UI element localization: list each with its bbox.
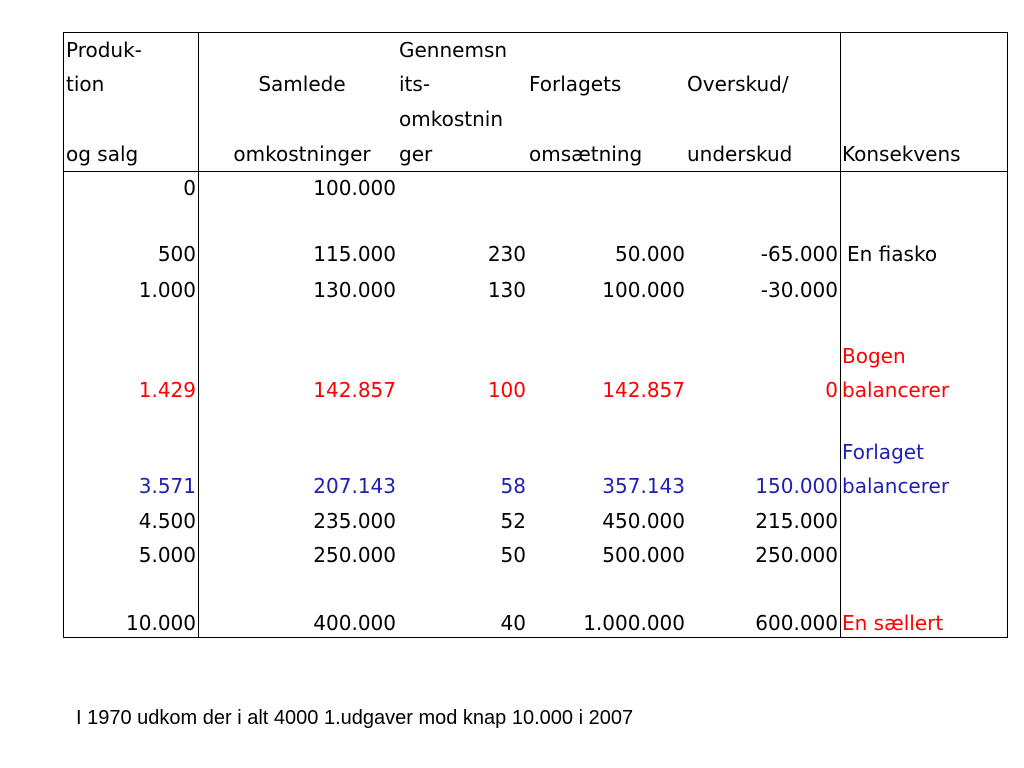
header-average-costs-line1: Gennemsn xyxy=(399,38,508,62)
cell-profit: -30.000 xyxy=(760,278,838,302)
cell-average-costs: 130 xyxy=(487,278,526,302)
cell-revenue: 100.000 xyxy=(602,278,685,302)
cell-total-costs: 142.857 xyxy=(313,378,396,402)
cell-average-costs: 40 xyxy=(500,611,526,635)
header-revenue-line1: Forlagets xyxy=(529,72,622,96)
header-revenue-line2: omsætning xyxy=(529,142,643,166)
footnote: I 1970 udkom der i alt 4000 1.udgaver mod knap 10.000 i 2007 xyxy=(76,707,634,729)
cell-total-costs: 130.000 xyxy=(313,278,396,302)
cell-consequence-line2: balancerer xyxy=(842,474,950,498)
cell-consequence: En fiasko xyxy=(847,242,938,266)
cell-total-costs: 235.000 xyxy=(313,509,396,533)
cell-production: 10.000 xyxy=(126,611,196,635)
cell-total-costs: 100.000 xyxy=(313,176,396,200)
header-production-line2: tion xyxy=(66,72,105,96)
header-total-costs-line1: Samlede xyxy=(258,72,346,96)
cell-average-costs: 100 xyxy=(487,378,526,402)
cell-profit: 150.000 xyxy=(755,474,838,498)
cell-consequence-line1: Bogen xyxy=(842,344,906,368)
cell-total-costs: 207.143 xyxy=(313,474,396,498)
cell-production: 0 xyxy=(183,176,196,200)
cell-revenue: 357.143 xyxy=(602,474,685,498)
cell-profit: -65.000 xyxy=(760,242,838,266)
cell-revenue: 1.000.000 xyxy=(583,611,685,635)
cell-revenue: 500.000 xyxy=(602,543,685,567)
cell-average-costs: 58 xyxy=(500,474,526,498)
cell-production: 1.429 xyxy=(138,378,196,402)
header-consequence: Konsekvens xyxy=(842,142,961,166)
header-average-costs-line2: its- xyxy=(399,72,431,96)
cell-revenue: 50.000 xyxy=(615,242,685,266)
cell-production: 1.000 xyxy=(138,278,196,302)
cell-total-costs: 115.000 xyxy=(313,242,396,266)
cell-average-costs: 52 xyxy=(500,509,526,533)
cell-consequence-line1: Forlaget xyxy=(842,440,924,464)
cell-total-costs: 250.000 xyxy=(313,543,396,567)
cell-consequence: En sællert xyxy=(842,611,944,635)
header-average-costs-line3: omkostnin xyxy=(399,107,503,131)
cell-average-costs: 50 xyxy=(500,543,526,567)
cell-revenue: 142.857 xyxy=(602,378,685,402)
cell-profit: 250.000 xyxy=(755,543,838,567)
cost-table xyxy=(63,32,1008,638)
header-production-line1: Produk- xyxy=(66,38,142,62)
cell-consequence-line2: balancerer xyxy=(842,378,950,402)
cell-production: 4.500 xyxy=(138,509,196,533)
cell-profit: 0 xyxy=(825,378,838,402)
cell-profit: 215.000 xyxy=(755,509,838,533)
cell-production: 3.571 xyxy=(138,474,196,498)
header-average-costs-line4: ger xyxy=(399,142,433,166)
column-divider xyxy=(198,33,199,637)
cell-profit: 600.000 xyxy=(755,611,838,635)
cell-production: 500 xyxy=(157,242,196,266)
header-total-costs-line2: omkostninger xyxy=(233,142,371,166)
header-profit-line2: underskud xyxy=(687,142,793,166)
header-profit-line1: Overskud/ xyxy=(687,72,789,96)
cell-average-costs: 230 xyxy=(487,242,526,266)
column-divider xyxy=(840,33,841,637)
cell-production: 5.000 xyxy=(138,543,196,567)
cell-total-costs: 400.000 xyxy=(313,611,396,635)
header-production-line3: og salg xyxy=(66,142,139,166)
cell-revenue: 450.000 xyxy=(602,509,685,533)
